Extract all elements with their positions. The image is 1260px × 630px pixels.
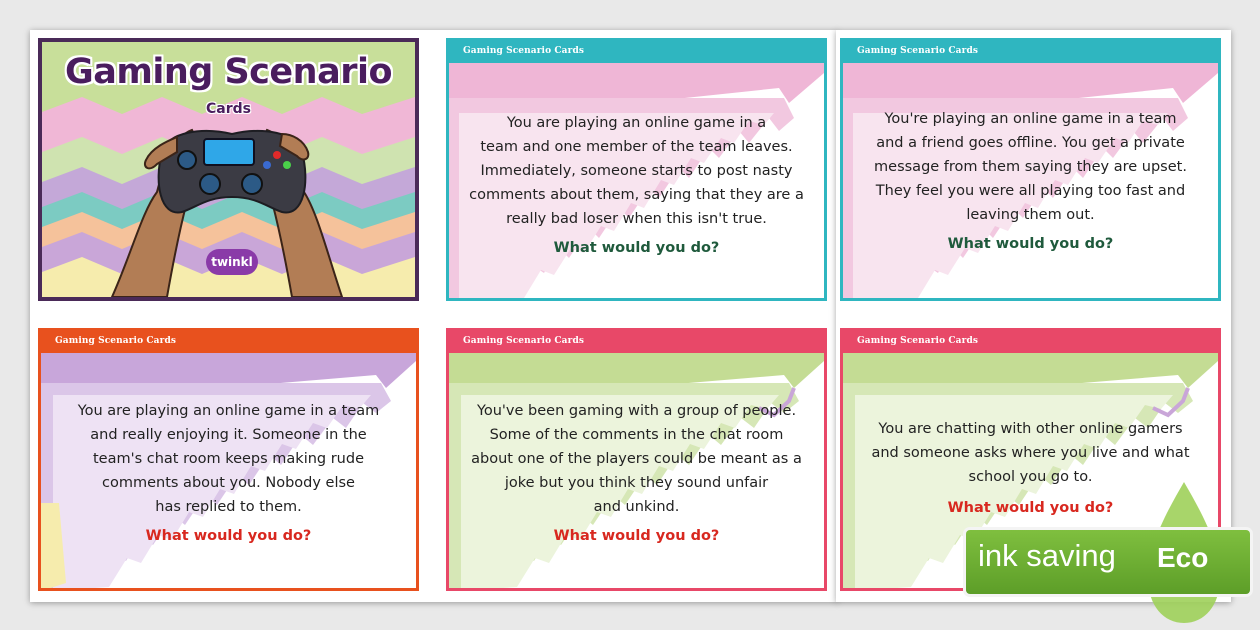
card-header: Gaming Scenario Cards	[843, 331, 1218, 353]
card-line: school you go to.	[968, 469, 1093, 485]
card-header: Gaming Scenario Cards	[41, 331, 416, 353]
card-body	[59, 399, 398, 519]
card-line: You've been gaming with a group of people.	[476, 403, 797, 419]
card-question: What would you do?	[553, 240, 720, 256]
card-line: joke but you think they sound unfair	[504, 475, 769, 491]
card-question: What would you do?	[145, 528, 312, 544]
card-header: Gaming Scenario Cards	[449, 331, 824, 353]
scenario-card	[38, 328, 419, 591]
cover-subtitle: Cards	[206, 101, 251, 117]
card-line: You are playing an online game in a team	[77, 403, 380, 419]
eco-ink-saving-badge	[958, 478, 1258, 628]
card-body	[467, 399, 806, 519]
card-body	[861, 107, 1200, 227]
card-line: team's chat room keeps making rude	[92, 451, 365, 467]
card-line: leaving them out.	[966, 207, 1095, 223]
card-body	[467, 111, 806, 231]
cover-title: Gaming Scenario	[65, 52, 392, 92]
card-line: comments about them, saying that they are a	[469, 187, 804, 203]
card-line: really bad loser when this isn't true.	[506, 211, 767, 227]
card-line: You're playing an online game in a team	[884, 111, 1177, 127]
card-question: What would you do?	[947, 236, 1114, 252]
eco-label: ink saving	[978, 538, 1116, 573]
card-line: Immediately, someone starts to post nasty	[480, 163, 793, 179]
card-question: What would you do?	[947, 500, 1114, 516]
card-line: You are playing an online game in a	[506, 115, 767, 131]
card-line: and unkind.	[593, 499, 680, 515]
card-line: and someone asks where you live and what	[871, 445, 1190, 461]
card-line: comments about you. Nobody else	[102, 475, 355, 491]
card-line: message from them saying they are upset.	[874, 159, 1187, 175]
card-line: about one of the players could be meant as a	[471, 451, 802, 467]
card-line: You are chatting with other online gamers	[878, 421, 1183, 437]
cover-card	[38, 38, 419, 301]
card-line: and a friend goes offline. You get a private	[876, 135, 1185, 151]
card-header: Gaming Scenario Cards	[449, 41, 824, 63]
card-line: and really enjoying it. Someone in the	[90, 427, 367, 443]
scenario-card	[840, 38, 1221, 301]
card-line: team and one member of the team leaves.	[480, 139, 793, 155]
scenario-card	[446, 328, 827, 591]
card-header: Gaming Scenario Cards	[843, 41, 1218, 63]
eco-tag: Eco	[1157, 542, 1209, 573]
card-line: Some of the comments in the chat room	[489, 427, 784, 443]
twinkl-logo: twinkl	[206, 249, 258, 275]
card-line: has replied to them.	[155, 499, 302, 515]
card-line: They feel you were all playing too fast and	[875, 183, 1186, 199]
card-question: What would you do?	[553, 528, 720, 544]
scenario-card	[446, 38, 827, 301]
